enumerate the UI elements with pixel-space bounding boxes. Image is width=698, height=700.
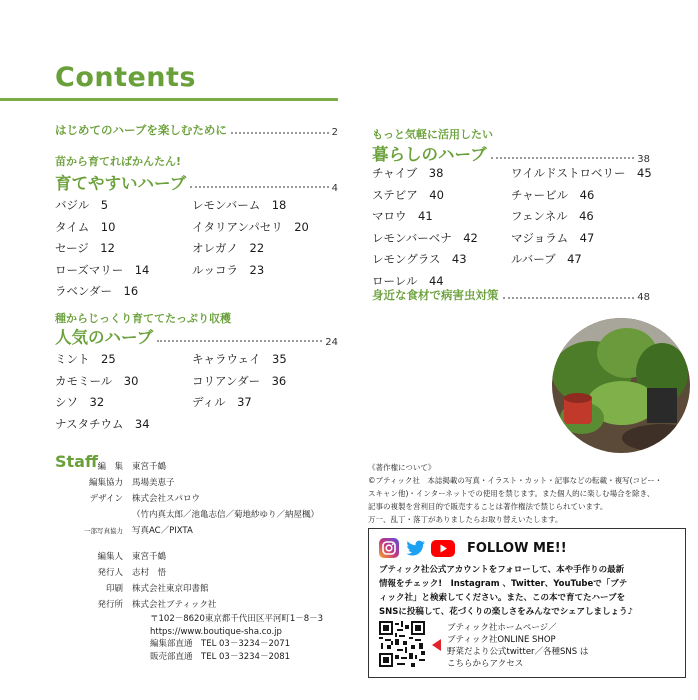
- follow-links: ブティック社ホームページ／ ブティック社ONLINE SHOP 野菜だより公式twitter／各種SNS は こちらからアクセス: [447, 623, 589, 669]
- staff-credits: [38, 459, 319, 539]
- herb-list-living-col1: [372, 163, 478, 292]
- title-underline: [0, 98, 338, 101]
- toc-page-number: 48: [637, 292, 650, 303]
- toc-page-number: 38: [637, 154, 650, 165]
- list-item[interactable]: コリアンダー 36: [192, 373, 287, 388]
- section-heading: 暮らしのハーブ: [372, 145, 487, 164]
- credit-row: 編 集 東宮千鶴: [97, 462, 167, 472]
- staff-title: Staff: [55, 452, 98, 471]
- section-subtitle: もっと気軽に活用したい: [372, 128, 493, 141]
- herb-list-easy-col2: [192, 195, 309, 281]
- homepage-link[interactable]: ブティック社ホームページ／: [447, 623, 557, 633]
- credit-row: （竹内真太郎／池亀志信／菊地紗ゆり／納屋楓）: [132, 510, 320, 520]
- twitter-icon[interactable]: [405, 538, 425, 558]
- list-item[interactable]: ローレル 44: [372, 273, 444, 288]
- toc-page-number: 4: [331, 183, 338, 194]
- publisher-address: [150, 613, 323, 663]
- list-item[interactable]: カモミール 30: [55, 373, 139, 388]
- toc-entry-label: 身近な食材で病害虫対策: [372, 288, 499, 302]
- qr-code-icon[interactable]: [379, 621, 425, 667]
- toc-entry-intro[interactable]: [55, 122, 338, 138]
- section-heading: 育てやすいハーブ: [55, 174, 187, 193]
- copyright-notice: 《著作権について》 ©ブティック社 本誌掲載の写真・イラスト・カット・記事などの転載・複写(コピー・ スキャン他)・インターネットでの使用を禁じます。また個人的に楽しむ場合を除き、 記事の複製を営利目的で販売することは著作権法で禁じられています。 万一、乱丁・落丁がありましたらお取り替えいたします。: [368, 463, 663, 524]
- list-item[interactable]: オレガノ 22: [192, 241, 265, 255]
- list-item[interactable]: チャービル 46: [511, 187, 595, 202]
- list-item[interactable]: ディル 37: [192, 395, 252, 409]
- list-item[interactable]: レモングラス 43: [372, 252, 467, 266]
- follow-message: ブティック社公式アカウントをフォローして、本や手作りの最新 情報をチェック! Instagram 、Twitter、YouTubeで「ブテ ィック社」と検索してください。また、この本で育てたハーブを SNSに投稿して、花づくりの楽しさをみんなでシェアしましょう♪: [379, 565, 633, 617]
- youtube-icon[interactable]: [431, 540, 455, 557]
- toc-entry-pest[interactable]: [372, 287, 650, 303]
- list-item[interactable]: マロウ 41: [372, 209, 433, 223]
- list-item[interactable]: ワイルドストロベリー 45: [511, 166, 652, 180]
- website-link[interactable]: https://www.boutique-sha.co.jp: [150, 626, 282, 637]
- toc-page-number: 24: [325, 337, 338, 348]
- herb-list-living-col2: [511, 163, 652, 271]
- toc-section-living[interactable]: [372, 141, 650, 165]
- leader-dots: [157, 340, 322, 342]
- herb-list-popular-col2: [192, 349, 287, 414]
- list-item[interactable]: ルッコラ 23: [192, 262, 265, 277]
- list-item[interactable]: セージ 12: [55, 241, 115, 255]
- copyright-heading: 《著作権について》: [368, 463, 436, 472]
- toc-entry-label: はじめてのハーブを楽しむために: [55, 123, 227, 137]
- address-line: 〒102－8620東京都千代田区平河町1－8－3: [150, 614, 324, 624]
- list-item[interactable]: マジョラム 47: [511, 230, 595, 245]
- instagram-icon[interactable]: [379, 538, 399, 558]
- leader-dots: [190, 186, 328, 188]
- list-item[interactable]: フェンネル 46: [511, 209, 594, 223]
- list-item[interactable]: ミント 25: [55, 352, 116, 366]
- toc-section-popular[interactable]: [55, 324, 338, 348]
- herb-photo: [552, 318, 690, 453]
- leader-dots: [491, 157, 635, 159]
- credit-row: 印刷 株式会社東京印書館: [105, 584, 209, 594]
- list-item[interactable]: ルバーブ 47: [511, 252, 582, 266]
- list-item[interactable]: チャイブ 38: [372, 166, 444, 180]
- page-title: Contents: [55, 62, 197, 93]
- list-item[interactable]: シソ 32: [55, 395, 105, 409]
- list-item[interactable]: ナスタチウム 34: [55, 416, 150, 431]
- list-item[interactable]: キャラウェイ 35: [192, 352, 287, 366]
- editorial-phone: 編集部直通 TEL 03－3234－2071: [150, 639, 291, 649]
- sales-phone: 販売部直通 TEL 03－3234－2081: [150, 651, 291, 662]
- list-item[interactable]: タイム 10: [55, 219, 116, 234]
- credit-row: 編集人 東宮千鶴: [97, 552, 167, 562]
- list-item[interactable]: バジル 5: [55, 198, 109, 212]
- leader-dots: [503, 297, 635, 299]
- credit-row: 一部写真協力 写真AC／PIXTA: [84, 526, 193, 536]
- twitter-link[interactable]: 野菜だより公式twitter／各種SNS は: [447, 647, 589, 657]
- credit-row: 発行人 志村 悟: [97, 568, 167, 578]
- follow-heading: FOLLOW ME!!: [467, 540, 567, 556]
- follow-box: [368, 528, 686, 678]
- section-heading: 人気のハーブ: [55, 328, 154, 347]
- credit-row: デザイン 株式会社スパロウ: [89, 494, 201, 504]
- toc-page-number: 2: [331, 127, 338, 138]
- arrow-left-icon: [432, 639, 441, 651]
- herb-list-popular-col1: [55, 349, 150, 435]
- credit-row: 発行所 株式会社ブティック社: [97, 600, 217, 610]
- list-item[interactable]: レモンバーム 18: [192, 198, 287, 212]
- toc-section-easy[interactable]: [55, 170, 338, 194]
- list-item[interactable]: ローズマリー 14: [55, 262, 150, 277]
- sns-row: [379, 538, 567, 558]
- list-item[interactable]: ラベンダー 16: [55, 284, 139, 298]
- credit-row: 編集協力 馬場美恵子: [88, 478, 175, 488]
- leader-dots: [231, 132, 329, 134]
- list-item[interactable]: レモンバーベナ 42: [372, 230, 478, 245]
- online-shop-link[interactable]: ブティック社ONLINE SHOP: [447, 635, 556, 645]
- section-subtitle: 種からじっくり育ててたっぷり収穫: [55, 312, 231, 325]
- publish-info: [38, 549, 216, 613]
- section-subtitle: 苗から育てればかんたん!: [55, 155, 182, 168]
- herb-list-easy-col1: [55, 195, 149, 303]
- list-item[interactable]: ステビア 40: [372, 187, 444, 202]
- list-item[interactable]: イタリアンパセリ 20: [192, 219, 309, 234]
